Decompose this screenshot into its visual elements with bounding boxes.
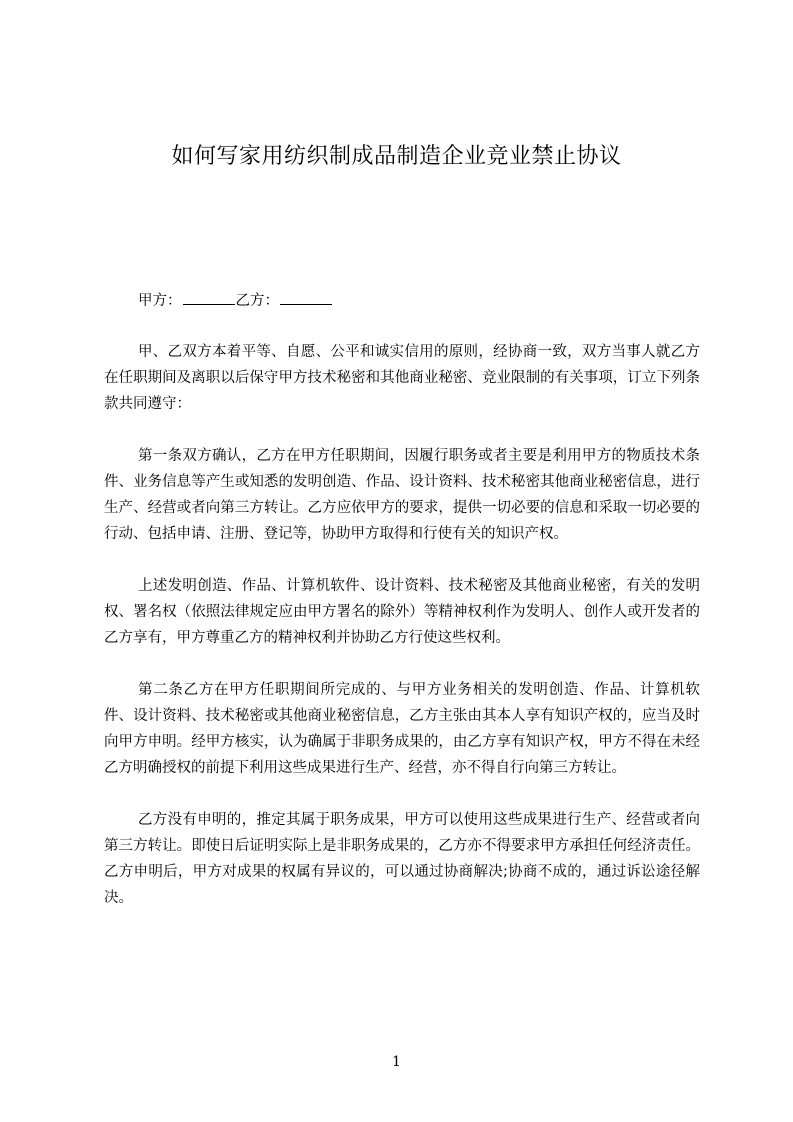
party-b-label: 乙方： bbox=[235, 293, 279, 309]
page-number: 1 bbox=[392, 1054, 401, 1070]
document-title: 如何写家用纺织制成品制造企业竞业禁止协议 bbox=[171, 144, 622, 169]
party-b-blank bbox=[280, 290, 332, 305]
paragraph-article-2-undeclared: 乙方没有申明的，推定其属于职务成果，甲方可以使用这些成果进行生产、经营或者向第三方转让。即使日后证明实际上是非职务成果的，乙方亦不得要求甲方承担任何经济责任。乙方申明后，甲方对成果的权属有异议的，可以通过协商解决;协商不成的，通过诉讼途径解决。 bbox=[104, 812, 700, 906]
paragraph-article-1-rights: 上述发明创造、作品、计算机软件、设计资料、技术秘密及其他商业秘密，有关的发明权、署名权（依照法律规定应由甲方署名的除外）等精神权利作为发明人、创作人或开发者的乙方享有，甲方尊重乙方的精神权利并协助乙方行使这些权利。 bbox=[104, 578, 700, 646]
party-a-blank bbox=[183, 290, 235, 305]
paragraph-article-1: 第一条双方确认，乙方在甲方任职期间，因履行职务或者主要是利用甲方的物质技术条件、业务信息等产生或知悉的发明创造、作品、设计资料、技术秘密其他商业秘密信息，进行生产、经营或者向第三方转让。乙方应依甲方的要求，提供一切必要的信息和采取一切必要的行动、包括申请、注册、登记等，协助甲方取得和行使有关的知识产权。 bbox=[104, 448, 700, 542]
paragraph-preamble: 甲、乙双方本着平等、自愿、公平和诚实信用的原则，经协商一致，双方当事人就乙方在任职期间及离职以后保守甲方技术秘密和其他商业秘密、竞业限制的有关事项，订立下列条款共同遵守： bbox=[104, 344, 700, 412]
party-a-label: 甲方： bbox=[138, 293, 182, 309]
document-body bbox=[104, 339, 700, 937]
paragraph-article-2: 第二条乙方在甲方任职期间所完成的、与甲方业务相关的发明创造、作品、计算机软件、设计资料、技术秘密或其他商业秘密信息，乙方主张由其本人享有知识产权的，应当及时向甲方申明。经甲方核实，认为确属于非职务成果的，由乙方享有知识产权，甲方不得在未经乙方明确授权的前提下利用这些成果进行生产、经营，亦不得自行向第三方转让。 bbox=[104, 682, 700, 776]
parties-line bbox=[138, 290, 333, 312]
